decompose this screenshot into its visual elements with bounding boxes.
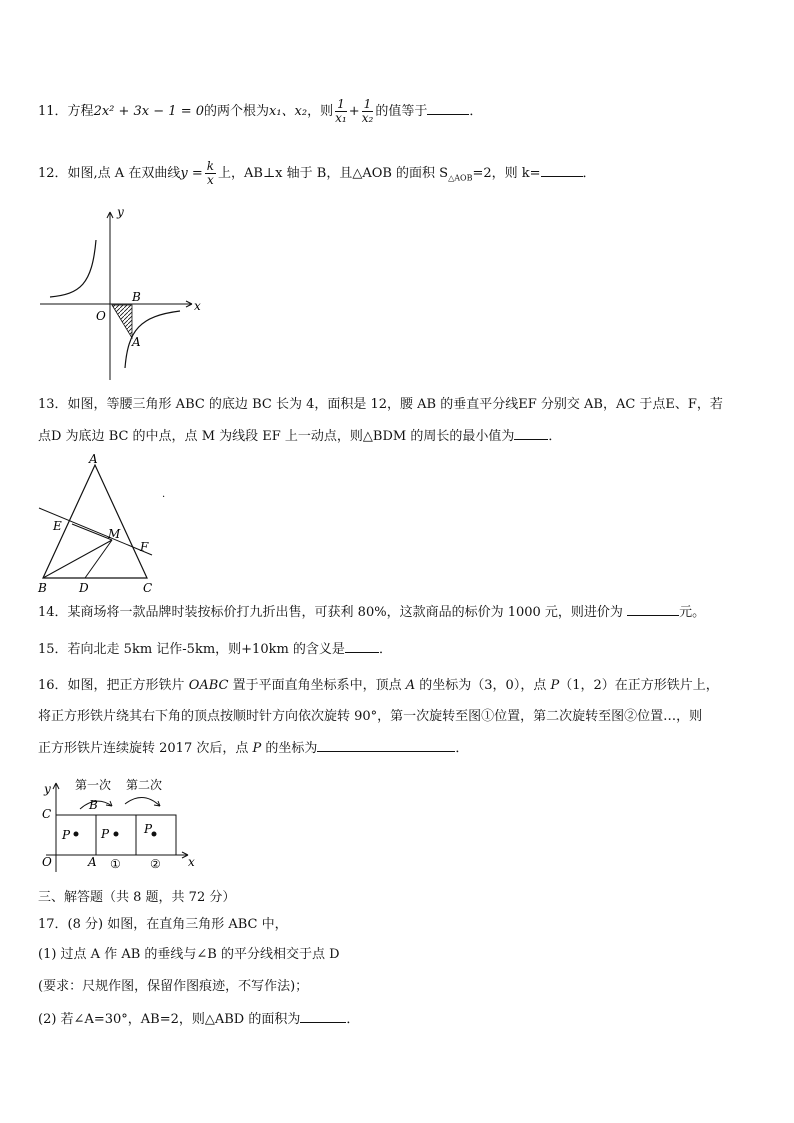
q12-fraction: $\frac{k}{x}$	[206, 159, 214, 187]
q13-label-b: B	[38, 581, 47, 595]
q12-label-y: y	[117, 205, 124, 219]
q11-fraction-1: $\frac{1}{\text{x₁}}$	[335, 97, 347, 125]
q16-label-a: A	[88, 855, 97, 869]
q16-label-p-original: P	[62, 828, 71, 842]
q12-label-a: A	[132, 335, 141, 349]
q11-mid1: 的两个根为	[204, 104, 270, 119]
q13-label-e: E	[53, 519, 62, 533]
question-17-line-4: (2) 若∠A=30°，AB=2，则△ABD 的面积为 ．	[38, 1012, 360, 1027]
q16-label-p-2: P	[144, 822, 153, 836]
question-12: 12．如图,点 A 在双曲线y = $\frac{k}{x}$ 上，AB⊥x 轴于 B，且△AOB 的面积 $S_{\triangle AOB}=2$，则 k= ．	[38, 159, 596, 187]
q13-label-d: D	[79, 581, 89, 595]
question-14: 14．某商场将一款品牌时装按标价打九折出售，可获利 80%，这款商品的标价为 1000 元，则进价为 元。	[38, 605, 706, 620]
question-17-line-2: (1) 过点 A 作 AB 的垂线与∠B 的平分线相交于点 D	[38, 947, 340, 962]
q16-label-b: B	[89, 798, 98, 812]
q12-suffix: 上，AB⊥x 轴于 B，且△AOB 的面积 S	[218, 166, 449, 181]
question-17-line-3: (要求：尺规作图，保留作图痕迹，不写作法)；	[38, 979, 309, 994]
q17-answer-blank[interactable]	[300, 1010, 346, 1023]
q11-roots: x₁、x₂	[269, 104, 308, 119]
q11-mid2: ，则	[307, 104, 334, 119]
q16-label-first: 第一次	[75, 778, 112, 792]
q16-label-y: y	[44, 782, 51, 796]
q11-plus: +	[348, 104, 360, 119]
q11-suffix: 的值等于	[375, 104, 428, 119]
question-17-line-1: 17．(8 分) 如图，在直角三角形 ABC 中，	[38, 917, 288, 932]
q16-point-p-1	[114, 832, 119, 837]
question-13-line-2: 点D 为底边 BC 的中点，点 M 为线段 EF 上一动点，则△BDM 的周长的最小值为 ．	[38, 429, 562, 444]
section-3-title: 三、解答题（共 8 题，共 72 分）	[38, 890, 236, 905]
q12-label-o: O	[96, 309, 106, 323]
q11-prefix: 方程	[67, 104, 94, 119]
q16-label-circ2: ②	[150, 857, 161, 871]
q11-number: 11．	[38, 104, 68, 119]
q12-label-x: x	[194, 299, 201, 313]
q12-y-eq: y =	[180, 166, 203, 181]
q13-label-c: C	[143, 581, 153, 595]
question-13-line-1: 13．如图，等腰三角形 ABC 的底边 BC 长为 4，面积是 12，腰 AB 的垂直平分线EF 分别交 AB，AC 于点E、F，若	[38, 397, 723, 412]
q16-point-p-original	[74, 832, 79, 837]
question-11: 11．方程2x² + 3x − 1 = 0的两个根为x₁、x₂，则 $\frac{1}{\text{x₁}}$ + $\frac{1}{\text{x₂}}$ 的值等于 ．	[38, 97, 483, 125]
question-16-line-1: 16．如图，把正方形铁片 OABC 置于平面直角坐标系中，顶点 A 的坐标为（3，0），点 P（1，2）在正方形铁片上，	[38, 678, 719, 693]
q12-number: 12．	[38, 166, 68, 181]
q13-label-m: M	[108, 527, 121, 541]
q12-label-b: B	[132, 290, 141, 304]
question-15: 15．若向北走 5km 记作-5km，则+10km 的含义是 ．	[38, 642, 392, 657]
question-16-line-3: 正方形铁片连续旋转 2017 次后，点 P 的坐标为 ．	[38, 741, 469, 756]
q16-point-p-2	[152, 832, 157, 837]
q11-fraction-2: $\frac{1}{\text{x₂}}$	[361, 97, 374, 125]
q16-label-o: O	[42, 855, 52, 869]
q11-equation: 2x² + 3x − 1 = 0	[93, 104, 204, 119]
q12-prefix: 如图,点 A 在双曲线	[67, 166, 181, 181]
q16-label-circ1: ①	[110, 857, 121, 871]
q13-label-a: A	[89, 452, 98, 466]
q16-label-c: C	[42, 807, 52, 821]
q12-suffix2: =2，则 k=	[472, 166, 541, 181]
q13-stray-dot: .	[162, 489, 166, 500]
q16-label-x: x	[188, 855, 195, 869]
q12-subscript: △AOB	[448, 173, 473, 183]
q13-label-f: F	[140, 540, 149, 554]
question-16-line-2: 将正方形铁片绕其右下角的顶点按顺时针方向依次旋转 90°，第一次旋转至图①位置，第二次旋转至图②位置…，则	[38, 709, 703, 724]
q16-label-p-1: P	[101, 827, 110, 841]
q16-label-second: 第二次	[126, 778, 163, 792]
